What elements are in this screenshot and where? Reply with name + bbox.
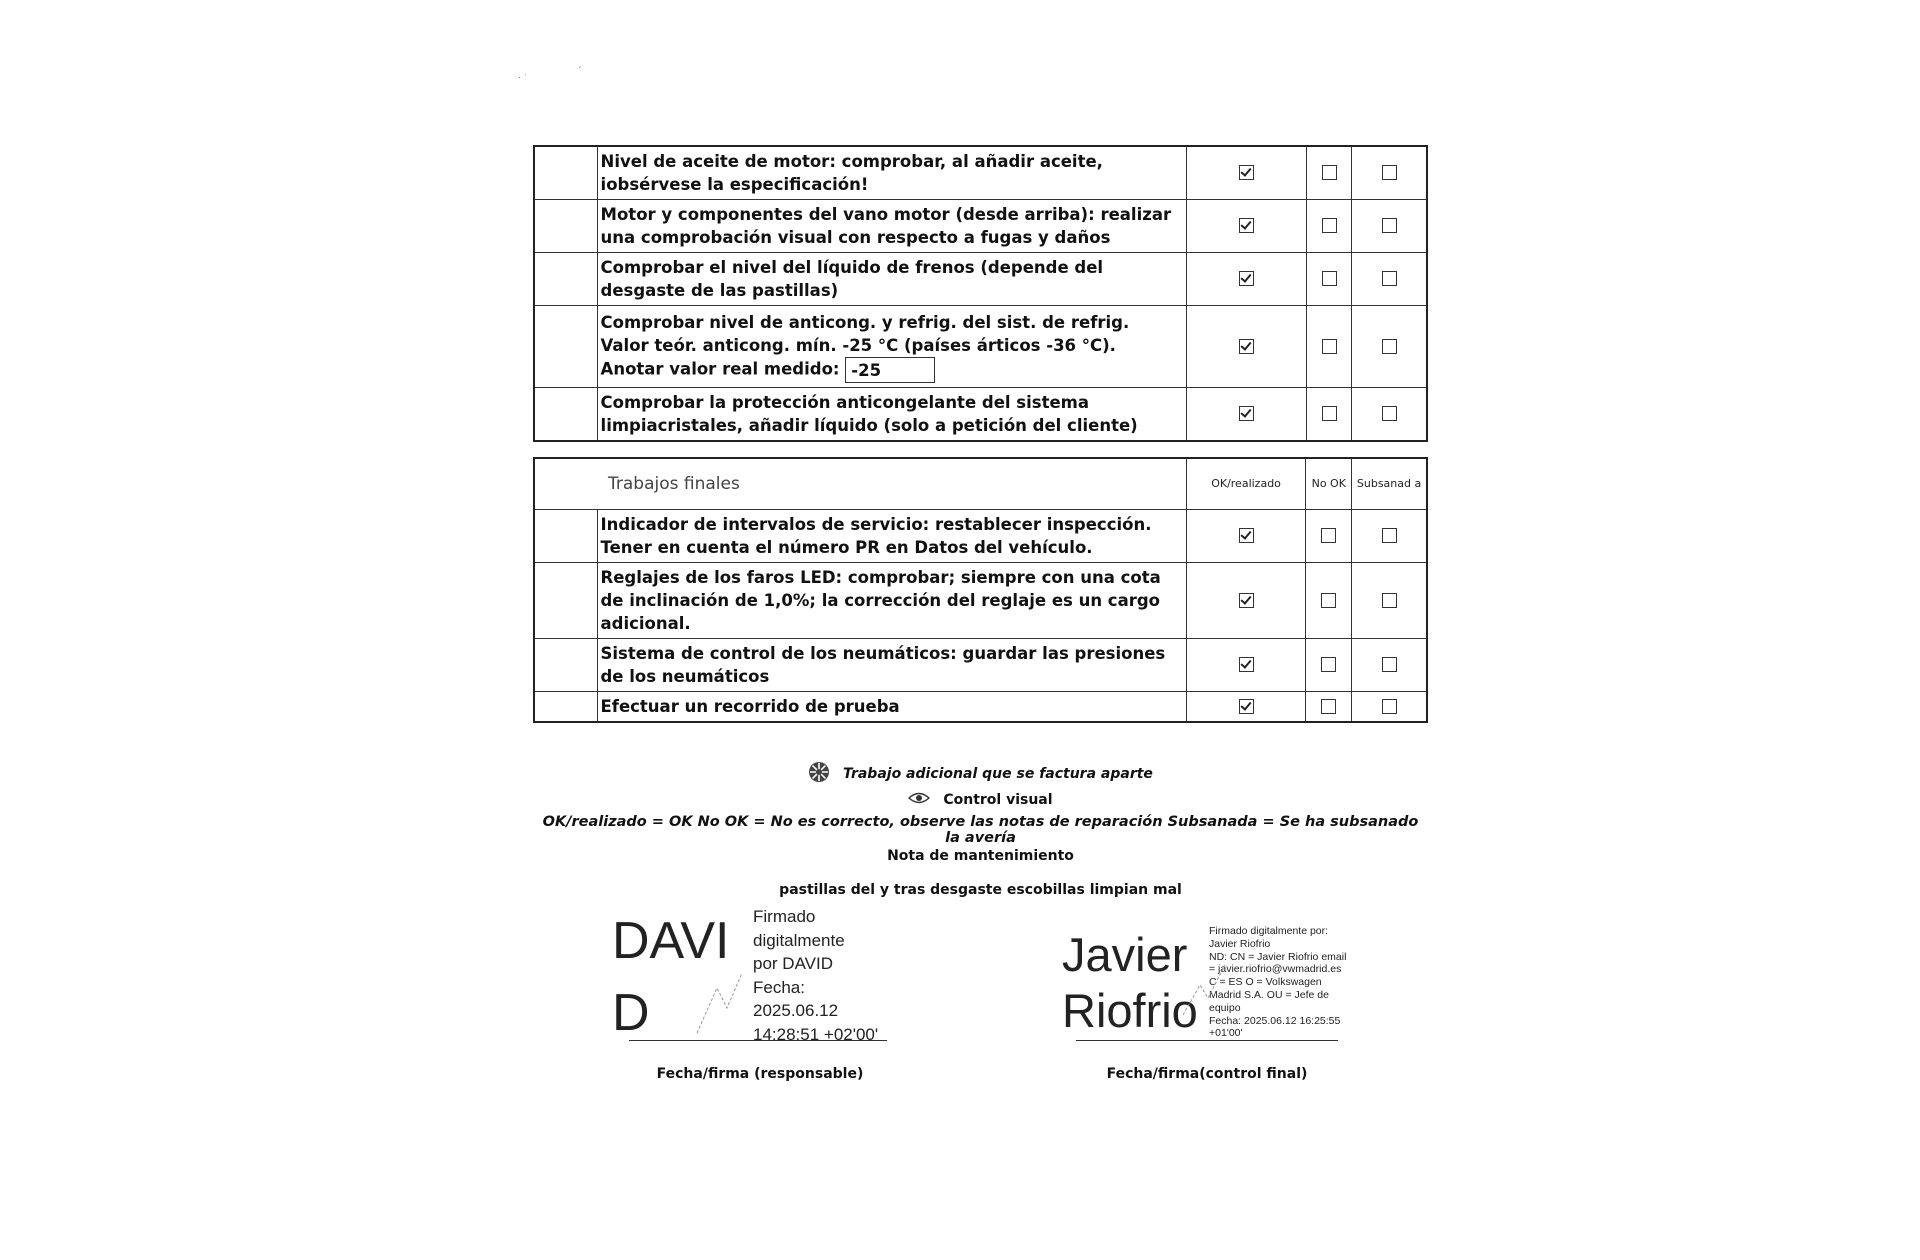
signature-caption: Fecha/firma (responsable) [656, 1066, 864, 1082]
cog-disc-icon [808, 761, 830, 787]
no-ok-checkbox[interactable] [1322, 218, 1337, 233]
no-ok-checkbox[interactable] [1321, 657, 1336, 672]
maintenance-checklist-table [533, 145, 1428, 442]
column-header-ok: OK/realizado [1186, 458, 1306, 510]
scan-mark: ˏ [578, 58, 582, 69]
ok-checkbox[interactable] [1239, 218, 1254, 233]
no-ok-checkbox[interactable] [1321, 528, 1336, 543]
no-ok-checkbox[interactable] [1322, 406, 1337, 421]
table-row [534, 639, 1427, 692]
legend-additional-work-label: Trabajo adicional que se factura aparte [842, 766, 1153, 782]
maintenance-note-title: Nota de mantenimiento [887, 848, 1074, 864]
row-number-cell [534, 639, 597, 692]
ok-checkbox[interactable] [1239, 593, 1254, 608]
final-work-table [533, 457, 1428, 723]
task-description: Motor y componentes del vano motor (desde arriba): realizar una comprobación visual con respecto a fugas y daños [597, 200, 1187, 253]
signature-stroke [692, 968, 752, 1038]
ok-checkbox[interactable] [1239, 699, 1254, 714]
column-header-no-ok: No OK [1306, 458, 1352, 510]
row-number-cell [534, 692, 597, 723]
table-row [534, 692, 1427, 723]
task-description: Comprobar la protección anticongelante del sistema limpiacristales, añadir líquido (solo a petición del cliente) [597, 388, 1187, 442]
signature-caption: Fecha/firma(control final) [1106, 1066, 1308, 1082]
table-row [534, 253, 1427, 306]
fixed-checkbox[interactable] [1382, 593, 1397, 608]
row-number-cell [534, 510, 597, 563]
fixed-checkbox[interactable] [1382, 271, 1397, 286]
table-header-row [534, 458, 1427, 510]
no-ok-checkbox[interactable] [1321, 699, 1336, 714]
fixed-checkbox[interactable] [1382, 528, 1397, 543]
table-row [534, 510, 1427, 563]
legend-visual-check [533, 791, 1428, 809]
table-row [534, 200, 1427, 253]
fixed-checkbox[interactable] [1382, 339, 1397, 354]
signature-name: DAVI D [612, 912, 730, 1042]
legend-abbreviations: OK/realizado = OK No OK = No es correcto, observe las notas de reparación Subsanada = Se ha subsanado la avería [542, 814, 1419, 846]
fixed-checkbox[interactable] [1382, 699, 1397, 714]
signature-line [629, 1040, 887, 1041]
ok-checkbox[interactable] [1239, 406, 1254, 421]
ok-checkbox[interactable] [1239, 657, 1254, 672]
section-title: Trabajos finales [608, 474, 740, 494]
signature-details: Firmado digitalmente por DAVID Fecha: 2025.06.12 14:28:51 +02'00' [753, 907, 879, 1044]
ok-checkbox[interactable] [1239, 528, 1254, 543]
task-description: Reglajes de los faros LED: comprobar; siempre con una cota de inclinación de 1,0%; la corrección del reglaje es un cargo adicional. [597, 563, 1186, 639]
signature-name: Javier Riofrio [1062, 928, 1198, 1037]
ok-checkbox[interactable] [1239, 165, 1254, 180]
table-row [534, 306, 1427, 388]
fixed-checkbox[interactable] [1382, 406, 1397, 421]
table-row [534, 388, 1427, 442]
coolant-task-text: Comprobar nivel de anticong. y refrig. del sist. de refrig. Valor teór. anticong. mín. -25 °C (países árticos -36 °C). Anotar valor real medido: [600, 312, 1130, 378]
no-ok-checkbox[interactable] [1322, 271, 1337, 286]
row-number-cell [534, 388, 597, 442]
legend-additional-work [533, 761, 1428, 787]
scan-mark: · ˑ [518, 72, 527, 83]
ok-checkbox[interactable] [1239, 271, 1254, 286]
fixed-checkbox[interactable] [1382, 218, 1397, 233]
task-description [597, 306, 1187, 388]
task-description: Indicador de intervalos de servicio: restablecer inspección. Tener en cuenta el número PR en Datos del vehículo. [597, 510, 1186, 563]
no-ok-checkbox[interactable] [1322, 339, 1337, 354]
measured-value-field[interactable]: -25 [845, 357, 935, 383]
row-number-cell [534, 563, 597, 639]
legend-visual-check-label: Control visual [943, 792, 1053, 808]
task-description: Sistema de control de los neumáticos: guardar las presiones de los neumáticos [597, 639, 1186, 692]
fixed-checkbox[interactable] [1382, 657, 1397, 672]
signature-line [1076, 1040, 1338, 1041]
task-description: Efectuar un recorrido de prueba [597, 692, 1186, 723]
task-description: Comprobar el nivel del líquido de frenos (depende del desgaste de las pastillas) [597, 253, 1187, 306]
row-number-cell [534, 200, 597, 253]
signature-stroke [1180, 960, 1230, 1020]
no-ok-checkbox[interactable] [1322, 165, 1337, 180]
task-description: Nivel de aceite de motor: comprobar, al añadir aceite, iobsérvese la especificación! [597, 146, 1187, 200]
row-number-cell [534, 253, 597, 306]
table-row [534, 146, 1427, 200]
fixed-checkbox[interactable] [1382, 165, 1397, 180]
no-ok-checkbox[interactable] [1321, 593, 1336, 608]
table-row [534, 563, 1427, 639]
row-number-cell [534, 146, 597, 200]
column-header-fixed: Subsanad a [1352, 458, 1427, 510]
row-number-cell [534, 306, 597, 388]
maintenance-note-text: pastillas del y tras desgaste escobillas limpian mal [779, 882, 1182, 898]
signature-details: Firmado digitalmente por: Javier Riofrio ND: CN = Javier Riofrio email = javier.riofrio@vwmadrid.es C = ES O = Volkswagen Madrid S.A. OU = Jefe de equipo Fecha: 2025.06.12 16:25:55 +01'00' [1209, 925, 1347, 1040]
ok-checkbox[interactable] [1239, 339, 1254, 354]
eye-icon [908, 791, 930, 809]
